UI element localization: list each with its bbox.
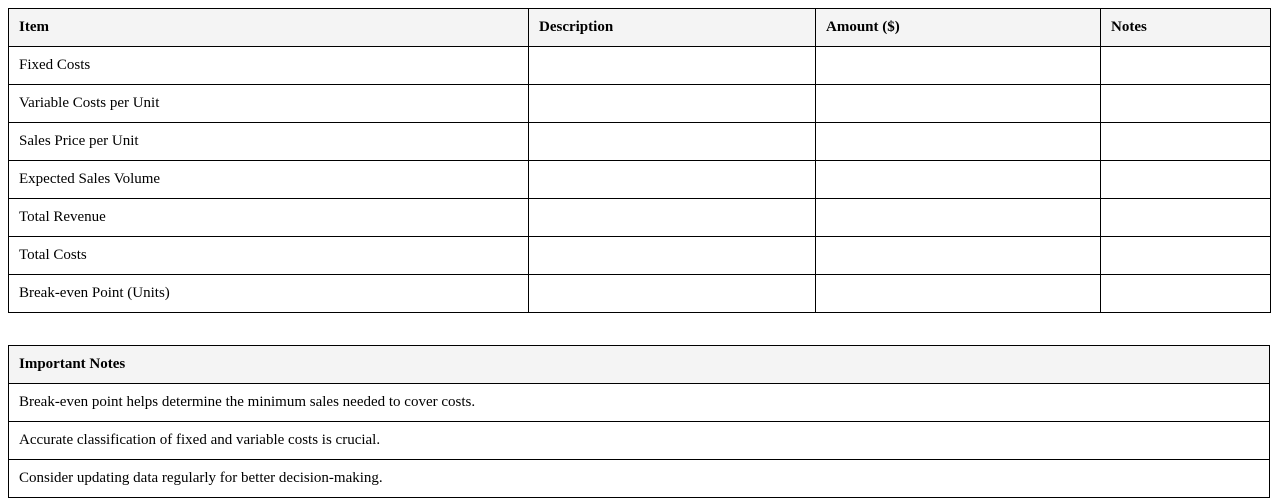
cell-amount — [816, 199, 1101, 237]
cell-notes — [1101, 161, 1271, 199]
cell-amount — [816, 85, 1101, 123]
cell-notes — [1101, 85, 1271, 123]
cell-notes — [1101, 123, 1271, 161]
cell-amount — [816, 275, 1101, 313]
table-row — [9, 422, 1270, 460]
cell-description — [529, 199, 816, 237]
note-item: Break-even point helps determine the minimum sales needed to cover costs. — [9, 384, 1270, 422]
header-amount: Amount ($) — [816, 9, 1101, 47]
table-header-row — [9, 9, 1271, 47]
cell-amount — [816, 237, 1101, 275]
cell-description — [529, 275, 816, 313]
cell-description — [529, 161, 816, 199]
table-row — [9, 47, 1271, 85]
cell-item: Sales Price per Unit — [9, 123, 529, 161]
table-row — [9, 85, 1271, 123]
note-item: Accurate classification of fixed and variable costs is crucial. — [9, 422, 1270, 460]
cell-notes — [1101, 237, 1271, 275]
cell-description — [529, 47, 816, 85]
notes-header-row — [9, 346, 1270, 384]
header-item: Item — [9, 9, 529, 47]
table-row — [9, 123, 1271, 161]
table-row — [9, 161, 1271, 199]
cell-notes — [1101, 275, 1271, 313]
table-row — [9, 384, 1270, 422]
cell-amount — [816, 47, 1101, 85]
table-row — [9, 237, 1271, 275]
table-row — [9, 199, 1271, 237]
cell-notes — [1101, 199, 1271, 237]
table-row — [9, 275, 1271, 313]
note-item: Consider updating data regularly for better decision-making. — [9, 460, 1270, 498]
cell-item: Total Costs — [9, 237, 529, 275]
cell-description — [529, 123, 816, 161]
cell-notes — [1101, 47, 1271, 85]
cell-description — [529, 237, 816, 275]
header-notes: Notes — [1101, 9, 1271, 47]
notes-header: Important Notes — [9, 346, 1270, 384]
cell-item: Break-even Point (Units) — [9, 275, 529, 313]
table-row — [9, 460, 1270, 498]
cell-item: Fixed Costs — [9, 47, 529, 85]
cell-amount — [816, 123, 1101, 161]
cell-item: Variable Costs per Unit — [9, 85, 529, 123]
cell-description — [529, 85, 816, 123]
breakeven-table — [8, 8, 1271, 313]
important-notes-table — [8, 345, 1270, 498]
cell-item: Expected Sales Volume — [9, 161, 529, 199]
cell-item: Total Revenue — [9, 199, 529, 237]
header-description: Description — [529, 9, 816, 47]
cell-amount — [816, 161, 1101, 199]
